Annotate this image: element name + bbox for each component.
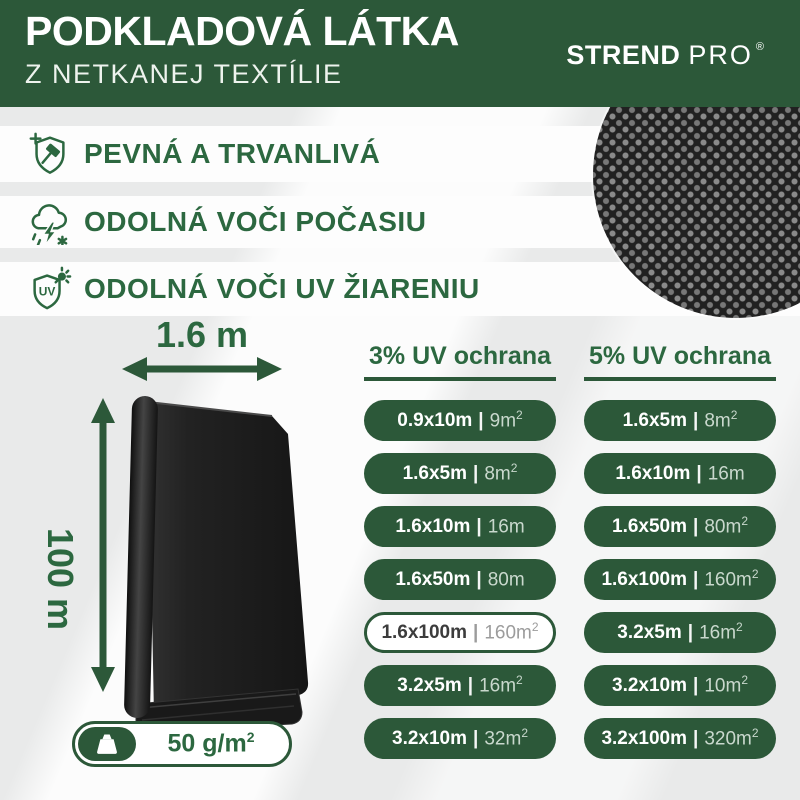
size-area [479, 673, 523, 697]
separator: | [473, 621, 479, 643]
area-value: 16m [479, 675, 517, 697]
uv-icon-label: UV [38, 284, 56, 299]
separator: | [693, 674, 699, 696]
superscript: 2 [510, 461, 518, 476]
separator: | [693, 515, 699, 537]
separator: | [693, 409, 699, 431]
separator: | [467, 674, 474, 696]
size-dims: 3.2x5m [397, 674, 462, 696]
separator: | [476, 515, 482, 537]
area-value: 160m [484, 622, 532, 644]
size-area [704, 567, 758, 591]
area-value: 80m [487, 569, 525, 591]
size-dims: 1.6x10m [395, 515, 471, 537]
size-option[interactable] [584, 718, 776, 759]
fabric-pack-image [112, 386, 337, 734]
size-dims: 3.2x10m [612, 674, 688, 696]
header-banner [0, 0, 800, 107]
size-dims: 1.6x5m [622, 409, 688, 431]
size-area [488, 514, 525, 538]
area-value: 32m [484, 728, 522, 750]
size-option[interactable] [364, 506, 556, 547]
shield-hammer-icon [26, 131, 72, 177]
area-value: 320m [704, 728, 752, 750]
superscript: 2 [741, 514, 748, 529]
size-option[interactable] [364, 559, 556, 600]
width-dimension-label: 1.6 m [155, 314, 249, 355]
size-dims: 3.2x100m [601, 727, 688, 749]
area-value: 16m [699, 622, 737, 644]
header-titles [25, 6, 459, 92]
separator: | [476, 568, 482, 590]
size-option[interactable] [584, 506, 776, 547]
brand-strend: STREND [566, 40, 681, 70]
height-arrow [86, 396, 120, 694]
size-option[interactable] [584, 400, 776, 441]
superscript: 2 [730, 408, 738, 423]
size-area [490, 408, 523, 432]
separator: | [696, 462, 702, 484]
superscript: 2 [751, 567, 759, 582]
area-value: 16m [487, 516, 525, 538]
superscript: 2 [751, 726, 759, 741]
size-option[interactable] [364, 400, 556, 441]
size-dims: 3.2x10m [392, 727, 468, 749]
size-area [699, 620, 743, 644]
size-option[interactable] [364, 718, 556, 759]
separator: | [473, 462, 479, 484]
separator: | [693, 568, 699, 590]
size-area [488, 567, 525, 591]
size-list-5pct [584, 400, 776, 759]
page-title: PODKLADOVÁ LÁTKA [25, 8, 459, 54]
superscript: 2 [246, 729, 255, 746]
size-option-selected[interactable] [364, 612, 556, 653]
size-dims: 1.6x5m [402, 462, 468, 484]
superscript: 2 [741, 673, 748, 688]
size-option[interactable] [584, 665, 776, 706]
area-value: 8m [484, 463, 511, 485]
size-area [704, 726, 758, 750]
separator: | [473, 727, 479, 749]
strend-pro-logo [566, 40, 764, 71]
superscript: 2 [521, 726, 528, 741]
height-dimension-label: 100 m [40, 527, 81, 631]
superscript: 2 [531, 620, 539, 635]
feature-label-weather: ODOLNÁ VOČI POČASIU [84, 206, 427, 237]
size-dims: 1.6x100m [601, 568, 688, 590]
page-subtitle: Z NETKANEJ TEXTÍLIE [25, 59, 343, 89]
column-title-3pct: 3% UV ochrana [364, 342, 556, 381]
size-option[interactable] [364, 665, 556, 706]
size-area [704, 514, 748, 538]
weight-badge [72, 721, 292, 767]
superscript: 2 [516, 408, 523, 423]
area-value: 16m [707, 463, 745, 485]
size-area [484, 620, 538, 644]
size-option[interactable] [584, 453, 776, 494]
size-dims: 1.6x100m [381, 621, 468, 643]
separator: | [478, 409, 484, 431]
storm-cloud-icon [26, 199, 72, 245]
superscript: 2 [736, 620, 743, 635]
weight-value [139, 729, 283, 758]
uv-shield-icon [26, 266, 72, 312]
separator: | [687, 621, 694, 643]
width-arrow [120, 352, 284, 386]
weight-icon [78, 727, 136, 761]
superscript: 2 [516, 673, 523, 688]
feature-label-uv: ODOLNÁ VOČI UV ŽIARENIU [84, 273, 480, 304]
size-area [484, 461, 517, 485]
size-option[interactable] [364, 453, 556, 494]
area-value: 160m [704, 569, 752, 591]
area-value: 10m [704, 675, 742, 697]
size-dims: 0.9x10m [397, 409, 473, 431]
area-value: 8m [704, 410, 731, 432]
weight-number: 50 g/m [167, 729, 247, 758]
feature-label-durable: PEVNÁ A TRVANLIVÁ [84, 138, 381, 169]
registered-mark: ® [755, 41, 764, 53]
size-dims: 1.6x50m [612, 515, 688, 537]
size-dims: 1.6x50m [395, 568, 471, 590]
column-title-5pct: 5% UV ochrana [584, 342, 776, 381]
size-option[interactable] [584, 612, 776, 653]
brand-pro: PRO [688, 40, 753, 70]
size-area [484, 726, 528, 750]
separator: | [693, 727, 699, 749]
size-list-3pct [364, 400, 556, 759]
size-dims: 3.2x5m [617, 621, 682, 643]
size-area [704, 408, 737, 432]
size-area [704, 673, 748, 697]
area-value: 80m [704, 516, 742, 538]
area-value: 9m [489, 410, 517, 432]
size-option[interactable] [584, 559, 776, 600]
size-dims: 1.6x10m [615, 462, 691, 484]
size-area [708, 461, 745, 485]
